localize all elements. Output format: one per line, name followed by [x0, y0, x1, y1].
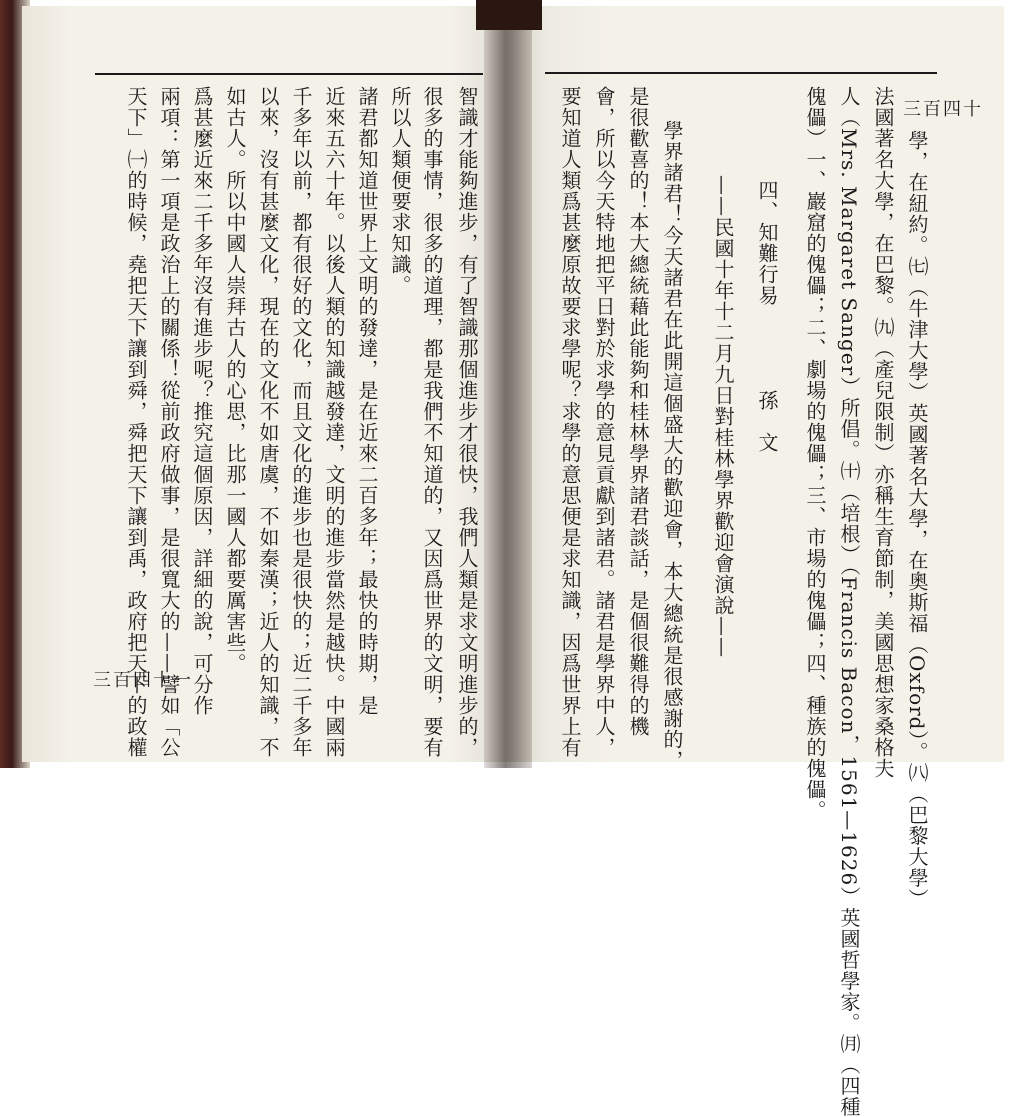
gutter-shadow — [476, 0, 542, 30]
left-text-column: 爲甚麼近來二千多年沒有進步呢？推究這個原因，詳細的說，可分作 — [190, 86, 214, 716]
scan-margin — [1004, 0, 1024, 768]
right-text-column: 學，在紐約。㈦（牛津大學）英國著名大學，在奧斯福（Oxford）。㈧（巴黎大學） — [905, 130, 929, 910]
section-subtitle: ——民國十年十二月九日對桂林學界歡迎會演說—— — [711, 175, 735, 658]
section-title: 四、知難行易 孫 文 — [755, 180, 779, 453]
right-text-column: 是很歡喜的！本大總統藉此能夠和桂林學界諸君談話，是個很難得的機 — [626, 86, 650, 737]
right-page-number: 三百四十 — [903, 99, 983, 120]
right-text-column: 要知道人類爲甚麼原故要求學呢？求學的意思便是求知識，因爲世界上有 — [558, 86, 582, 758]
left-text-column: 如古人。所以中國人崇拜古人的心思，比那一國人都要厲害些。 — [223, 86, 247, 674]
left-text-column: 近來五六十年。以後人類的知識越發達，文明的進步當然是越快。中國兩 — [322, 86, 346, 758]
left-text-column: 所以人類便要求知識。 — [388, 86, 412, 296]
left-page-number: 三百四十一 — [93, 670, 193, 691]
right-header-rule — [545, 72, 937, 74]
right-text-column: 會，所以今天特地把平日對於求學的意見貢獻到諸君。諸君是學界中人， — [592, 86, 616, 758]
left-text-column: 兩項：第一項是政治上的關係！從前政府做事，是很寬大的——譬如「公 — [157, 86, 181, 758]
left-text-column: 千多年以前，都有很好的文化，而且文化的進步也是很快的；近二千多年 — [289, 86, 313, 758]
left-header-rule — [95, 73, 483, 75]
left-text-column: 以來，沒有甚麼文化，現在的文化不如唐虞，不如秦漢；近人的知識，不 — [256, 86, 280, 758]
right-text-column: 傀儡）一、巖窟的傀儡；二、劇場的傀儡；三、市場的傀儡；四、種族的傀儡。 — [803, 86, 827, 821]
right-text-column: 法國著名大學，在巴黎。㈨（產兒限制）亦稱生育節制，美國思想家桑格夫 — [871, 86, 895, 779]
left-text-column: 天下」㈠的時候，堯把天下讓到舜，舜把天下讓到禹，政府把天下的政權 — [124, 86, 148, 758]
page-gutter — [484, 0, 532, 768]
right-text-column: 人（Mrs. Margaret Sanger）所倡。㈩（培根）（Francis Bacon，1561—1626）英國哲學家。㈪（四種 — [837, 86, 861, 1117]
left-text-column: 諸君都知道世界上文明的發達，是在近來二百多年；最快的時期，是 — [355, 86, 379, 716]
right-text-column: 學界諸君！今天諸君在此開這個盛大的歡迎會，本大總統是很感謝的， — [660, 120, 684, 771]
left-text-column: 智識才能夠進步，有了智識那個進步才很快，我們人類是求文明進步的， — [455, 86, 479, 758]
left-text-column: 很多的事情，很多的道理，都是我們不知道的，又因爲世界的文明，要有 — [420, 86, 444, 758]
